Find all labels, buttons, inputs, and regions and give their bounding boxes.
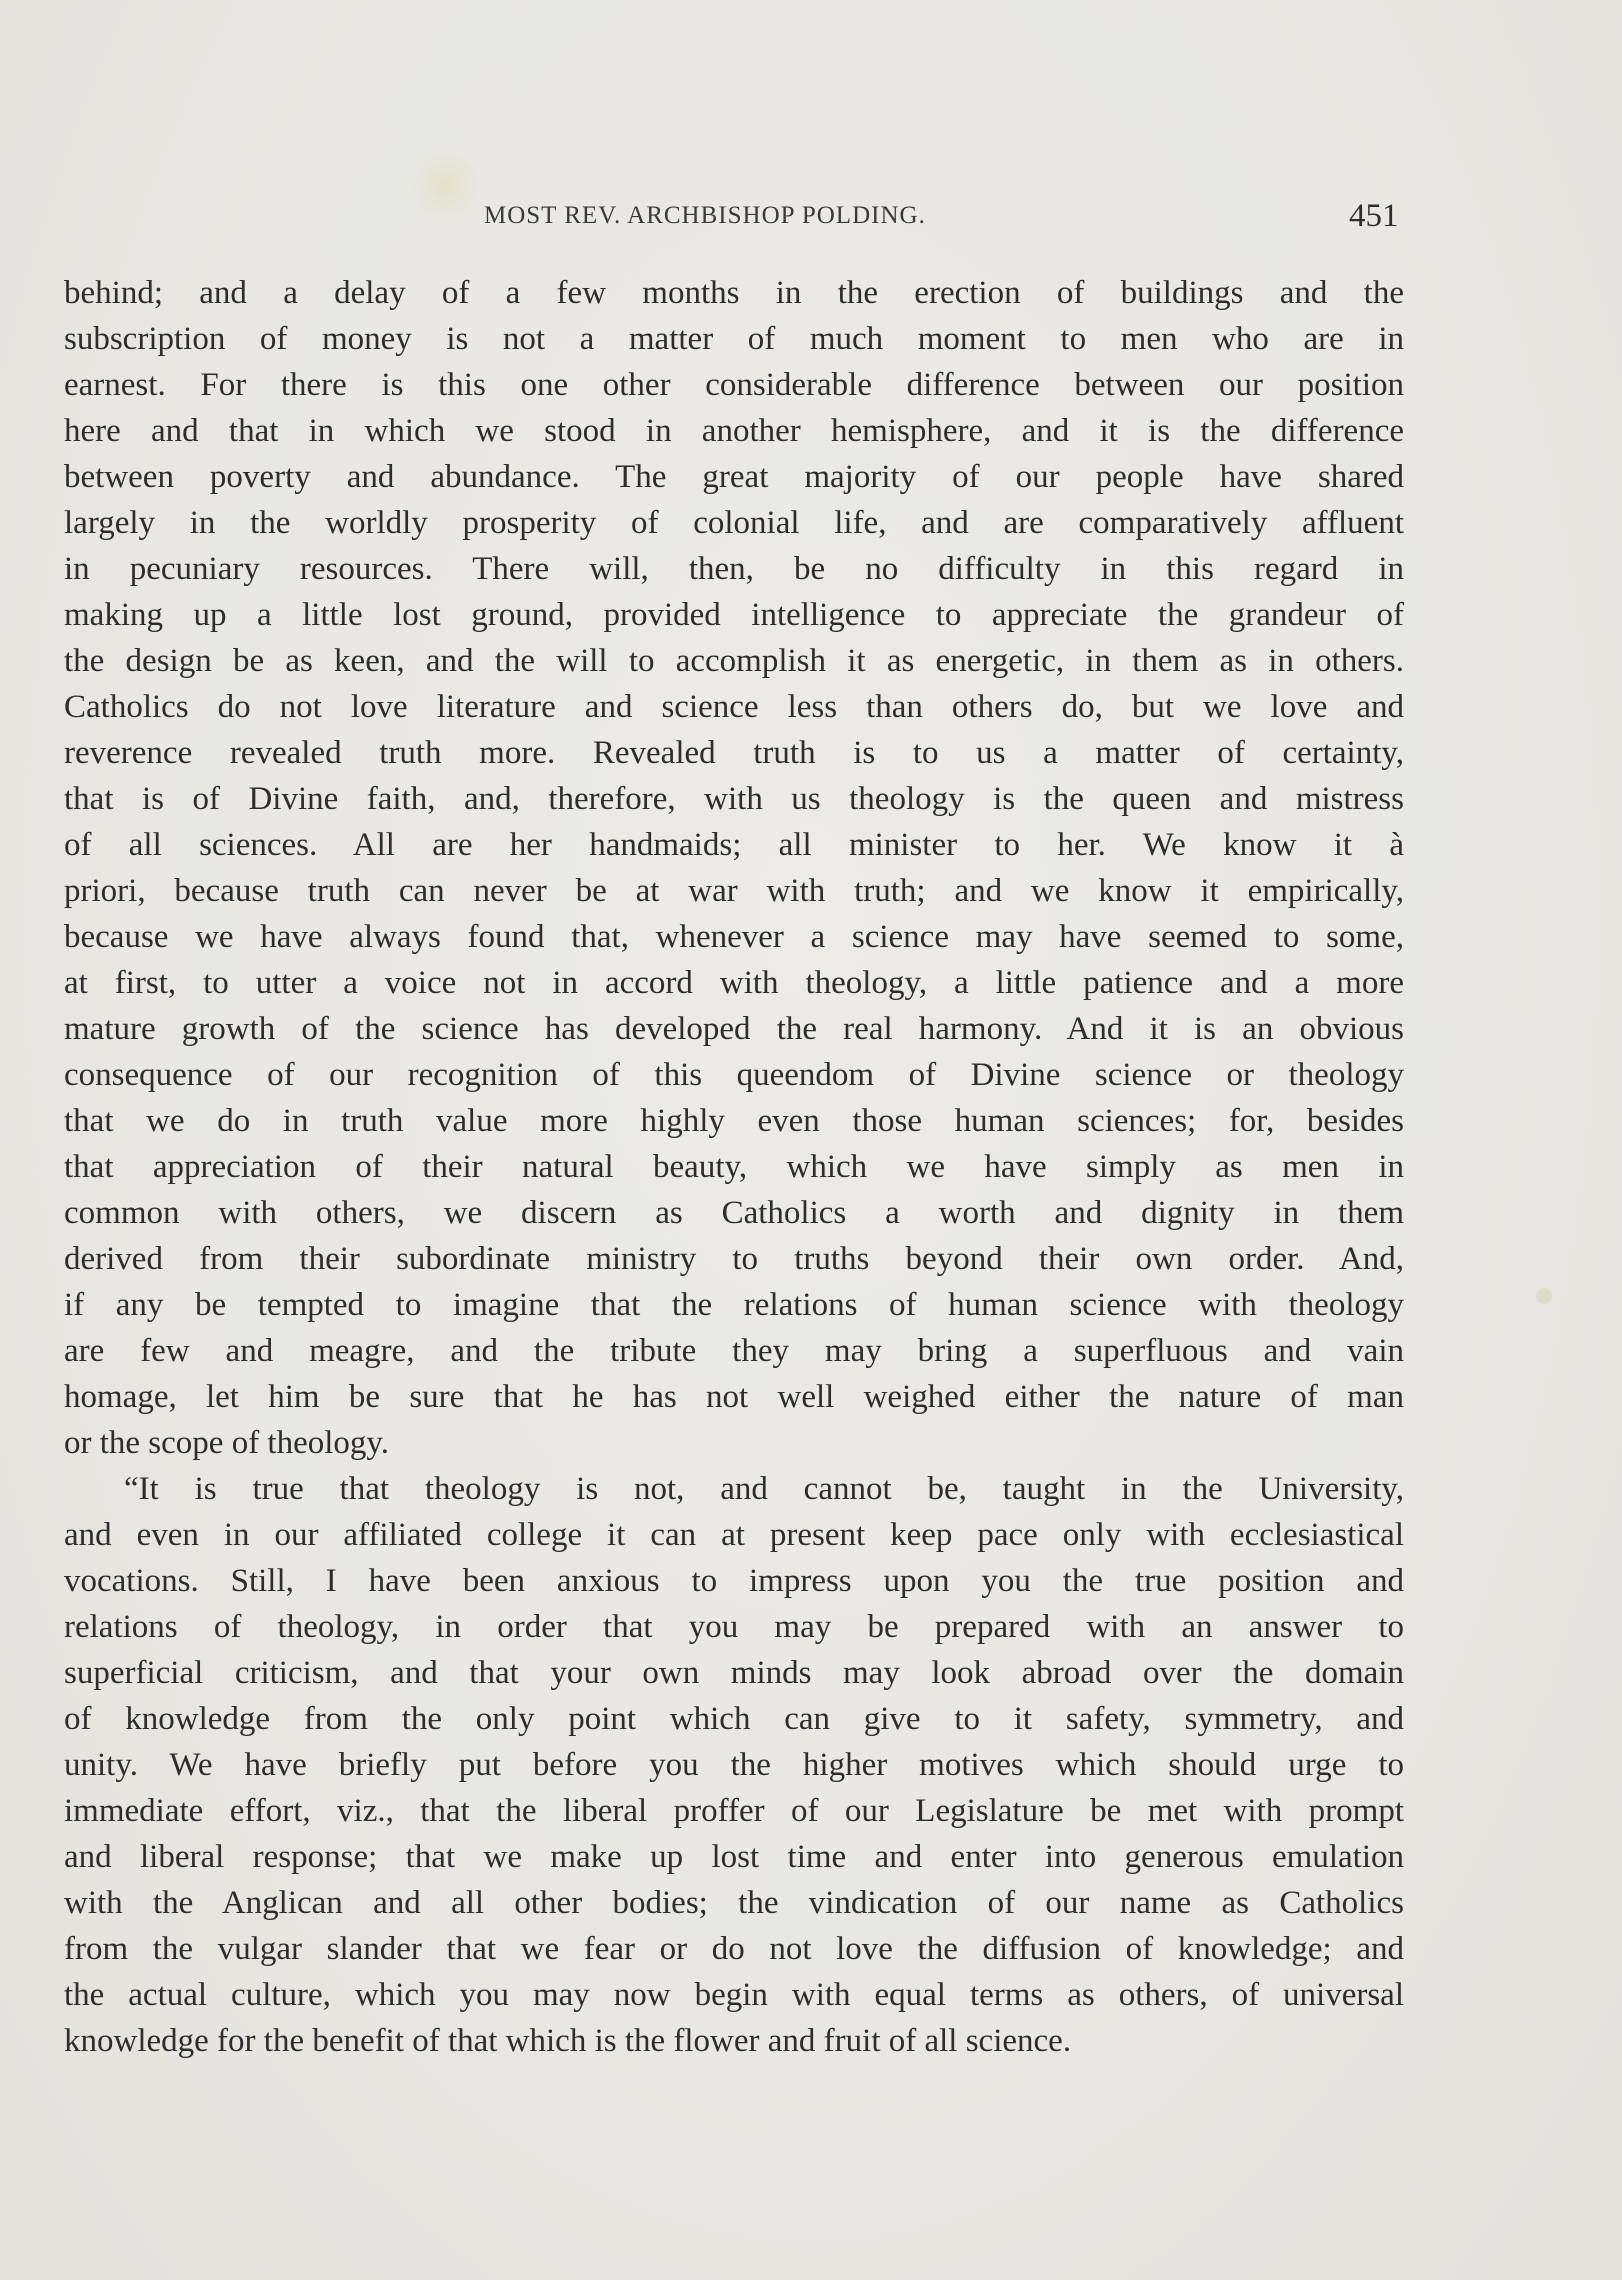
text-line: at first, to utter a voice not in accord with theology, a little patience and a more bbox=[64, 965, 1404, 1001]
text-line: behind; and a delay of a few months in the erection of buildings and the bbox=[64, 275, 1404, 311]
running-header-title: MOST REV. ARCHBISHOP POLDING. bbox=[484, 202, 926, 229]
text-line: of knowledge from the only point which can give to it safety, symmetry, and bbox=[64, 1701, 1404, 1737]
text-line: largely in the worldly prosperity of colonial life, and are comparatively affluent bbox=[64, 505, 1404, 541]
text-line: if any be tempted to imagine that the relations of human science with theology bbox=[64, 1287, 1404, 1323]
text-line: superficial criticism, and that your own minds may look abroad over the domain bbox=[64, 1655, 1404, 1691]
text-line: reverence revealed truth more. Revealed truth is to us a matter of certainty, bbox=[64, 735, 1404, 771]
text-line: vocations. Still, I have been anxious to impress upon you the true position and bbox=[64, 1563, 1404, 1599]
text-line: Catholics do not love literature and science less than others do, but we love and bbox=[64, 689, 1404, 725]
text-line: and liberal response; that we make up lost time and enter into generous emulation bbox=[64, 1839, 1404, 1875]
text-line: that we do in truth value more highly even those human sciences; for, besides bbox=[64, 1103, 1404, 1139]
text-line: priori, because truth can never be at war with truth; and we know it empirically, bbox=[64, 873, 1404, 909]
text-line: mature growth of the science has developed the real harmony. And it is an obvious bbox=[64, 1011, 1404, 1047]
text-line: of all sciences. All are her handmaids; all minister to her. We know it à bbox=[64, 827, 1404, 863]
text-line: with the Anglican and all other bodies; the vindication of our name as Catholics bbox=[64, 1885, 1404, 1921]
text-line: from the vulgar slander that we fear or do not love the diffusion of knowledge; and bbox=[64, 1931, 1404, 1967]
text-line: knowledge for the benefit of that which is the flower and fruit of all science. bbox=[64, 2023, 1072, 2059]
text-line: the actual culture, which you may now begin with equal terms as others, of universal bbox=[64, 1977, 1404, 2013]
text-line: subscription of money is not a matter of much moment to men who are in bbox=[64, 321, 1404, 357]
paragraph-1 bbox=[64, 270, 1404, 1466]
text-line: derived from their subordinate ministry to truths beyond their own order. And, bbox=[64, 1241, 1404, 1277]
paper-stain bbox=[410, 150, 480, 220]
page-number: 451 bbox=[1349, 198, 1399, 234]
text-line: unity. We have briefly put before you the higher motives which should urge to bbox=[64, 1747, 1404, 1783]
text-line: earnest. For there is this one other considerable difference between our position bbox=[64, 367, 1404, 403]
paper-spot bbox=[1536, 1288, 1552, 1304]
text-line: making up a little lost ground, provided intelligence to appreciate the grandeur of bbox=[64, 597, 1404, 633]
text-line: common with others, we discern as Catholics a worth and dignity in them bbox=[64, 1195, 1404, 1231]
text-line: “It is true that theology is not, and cannot be, taught in the University, bbox=[124, 1471, 1404, 1507]
text-line: here and that in which we stood in another hemisphere, and it is the difference bbox=[64, 413, 1404, 449]
body-text bbox=[64, 270, 1404, 2064]
text-line: and even in our affiliated college it can at present keep pace only with ecclesiastical bbox=[64, 1517, 1404, 1553]
text-line: because we have always found that, whenever a science may have seemed to some, bbox=[64, 919, 1404, 955]
text-line: in pecuniary resources. There will, then, be no difficulty in this regard in bbox=[64, 551, 1404, 587]
text-line: consequence of our recognition of this queendom of Divine science or theology bbox=[64, 1057, 1404, 1093]
text-line: are few and meagre, and the tribute they may bring a superfluous and vain bbox=[64, 1333, 1404, 1369]
text-line: immediate effort, viz., that the liberal proffer of our Legislature be met with prompt bbox=[64, 1793, 1404, 1829]
text-line: relations of theology, in order that you may be prepared with an answer to bbox=[64, 1609, 1404, 1645]
text-line: between poverty and abundance. The great majority of our people have shared bbox=[64, 459, 1404, 495]
text-line: that is of Divine faith, and, therefore, with us theology is the queen and mistress bbox=[64, 781, 1404, 817]
text-line: homage, let him be sure that he has not well weighed either the nature of man bbox=[64, 1379, 1404, 1415]
text-line: that appreciation of their natural beauty, which we have simply as men in bbox=[64, 1149, 1404, 1185]
paragraph-2 bbox=[64, 1466, 1404, 2064]
text-line: the design be as keen, and the will to accomplish it as energetic, in them as in others. bbox=[64, 643, 1404, 679]
text-line: or the scope of theology. bbox=[64, 1425, 390, 1461]
